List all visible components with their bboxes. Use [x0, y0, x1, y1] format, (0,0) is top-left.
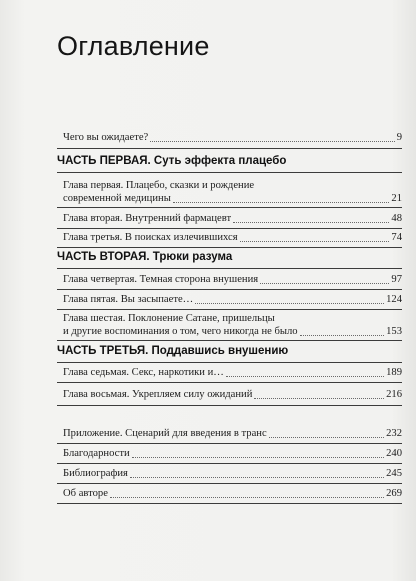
toc-page-number: 21	[391, 193, 402, 204]
toc-entry-text: Глава вторая. Внутренний фармацевт	[63, 213, 232, 224]
toc-entry-text: Библиография	[63, 468, 128, 479]
divider	[57, 443, 402, 444]
leader-dots	[226, 375, 384, 377]
divider	[57, 382, 402, 383]
toc-entry-chapter-2	[63, 212, 402, 225]
toc-entry-chapter-8	[63, 388, 402, 401]
toc-entry-appendix	[63, 427, 402, 440]
leader-dots	[132, 456, 384, 458]
divider	[57, 309, 402, 310]
toc-page-number: 74	[391, 232, 402, 243]
leader-dots	[260, 282, 389, 284]
leader-dots	[254, 397, 384, 399]
leader-dots	[150, 140, 394, 142]
toc-entry-text: Глава восьмая. Укрепляем силу ожиданий	[63, 389, 253, 400]
toc-entry-text: Глава третья. В поисках излечившихся	[63, 232, 238, 243]
toc-page-number: 48	[391, 213, 402, 224]
divider	[57, 228, 402, 229]
toc-entry-text: Глава пятая. Вы засыпаете…	[63, 294, 194, 305]
toc-entry-chapter-4	[63, 273, 402, 286]
toc-page-number: 245	[386, 468, 402, 479]
toc-entry-bibliography	[63, 467, 402, 480]
divider	[57, 483, 402, 484]
toc-entry-text: Приложение. Сценарий для введения в транс	[63, 428, 267, 439]
toc-entry-text: Глава седьмая. Секс, наркотики и…	[63, 367, 224, 378]
toc-entry-text: Глава шестая. Поклонение Сатане, пришельцы	[63, 313, 275, 324]
divider	[57, 172, 402, 173]
divider	[57, 148, 402, 149]
toc-entry-chapter-7	[63, 366, 402, 379]
leader-dots	[173, 201, 390, 203]
toc-page-number: 189	[386, 367, 402, 378]
part-heading-1: ЧАСТЬ ПЕРВАЯ. Суть эффекта плацебо	[57, 155, 287, 167]
toc-entry-text: Чего вы ожидаете?	[63, 132, 149, 143]
leader-dots	[110, 496, 384, 498]
toc-entry-text: Глава четвертая. Темная сторона внушения	[63, 274, 259, 285]
leader-dots	[130, 476, 384, 478]
toc-entry-chapter-6	[63, 312, 402, 338]
toc-entry-chapter-5	[63, 293, 402, 306]
toc-entry-text: и другие воспоминания о том, чего никогда не было	[63, 326, 298, 337]
bleed-through-text	[290, 36, 410, 66]
divider	[57, 289, 402, 290]
divider	[57, 340, 402, 341]
toc-entry-about-author	[63, 487, 402, 500]
toc-page-number: 9	[396, 132, 402, 143]
toc-entry-text: Об авторе	[63, 488, 108, 499]
toc-entry-chapter-3	[63, 231, 402, 244]
divider	[57, 207, 402, 208]
toc-entry-chapter-1	[63, 179, 402, 205]
toc-page-number: 124	[386, 294, 402, 305]
part-heading-3: ЧАСТЬ ТРЕТЬЯ. Поддавшись внушению	[57, 345, 289, 357]
toc-page-number: 216	[386, 389, 402, 400]
toc-entry-intro	[63, 131, 402, 144]
divider	[57, 362, 402, 363]
toc-entry-text: Благодарности	[63, 448, 130, 459]
part-heading-2: ЧАСТЬ ВТОРАЯ. Трюки разума	[57, 251, 233, 263]
toc-entry-text: современной медицины	[63, 193, 171, 204]
divider	[57, 405, 402, 406]
divider	[57, 247, 402, 248]
page-title: Оглавление	[57, 31, 210, 61]
divider	[57, 463, 402, 464]
leader-dots	[300, 334, 385, 336]
toc-page-number: 97	[391, 274, 402, 285]
leader-dots	[269, 436, 384, 438]
toc-page-number: 240	[386, 448, 402, 459]
toc-entry-text: Глава первая. Плацебо, сказки и рождение	[63, 180, 255, 191]
divider	[57, 268, 402, 269]
divider	[57, 503, 402, 504]
leader-dots	[233, 221, 389, 223]
toc-page-number: 269	[386, 488, 402, 499]
leader-dots	[240, 240, 390, 242]
leader-dots	[195, 302, 384, 304]
toc-entry-acknowledgements	[63, 447, 402, 460]
toc-page-number: 153	[386, 326, 402, 337]
toc-page-number: 232	[386, 428, 402, 439]
